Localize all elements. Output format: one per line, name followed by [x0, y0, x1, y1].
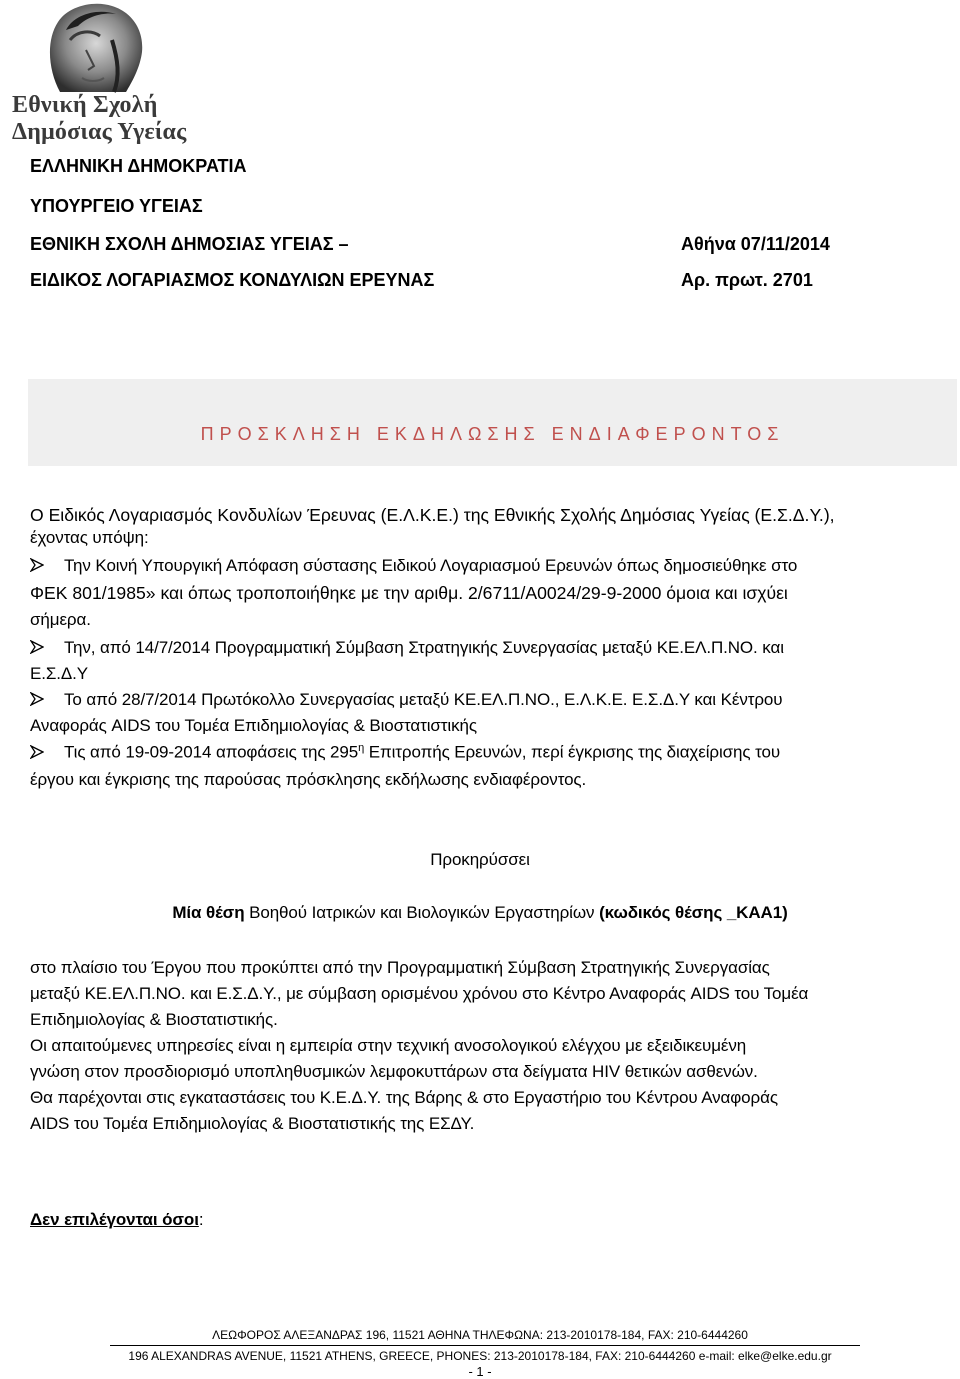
header-republic: ΕΛΛΗΝΙΚΗ ΔΗΜΟΚΡΑΤΙΑ: [30, 156, 247, 176]
detail-line: στο πλαίσιο του Έργου που προκύπτει από την Προγραμματική Σύμβαση Στρατηγικής Συνεργασίας: [30, 958, 770, 977]
bullet-item: [30, 556, 956, 576]
title-banner: [28, 379, 957, 466]
position-code: (κωδικός θέσης _ΚΑΑ1): [599, 903, 788, 922]
header-date: Αθήνα 07/11/2014: [681, 234, 830, 254]
bullet-text: Επιτροπής Ερευνών, περί έγκρισης της διαχείρισης του: [364, 742, 781, 762]
footer-address-greek: ΛΕΩΦΟΡΟΣ ΑΛΕΞΑΝΔΡΑΣ 196, 11521 ΑΘΗΝΑ ΤΗΛΕΦΩΝΑ: 213-2010178-184, FAX: 210-6444260: [212, 1328, 748, 1342]
header-ministry: ΥΠΟΥΡΓΕΙΟ ΥΓΕΙΑΣ: [30, 196, 203, 216]
position-count: Μία θέση: [172, 903, 245, 922]
bullet-text: έργου και έγκρισης της παρούσας πρόσκλησης εκδήλωσης ενδιαφέροντος.: [30, 770, 587, 789]
header-elke: ΕΙΔΙΚΟΣ ΛΟΓΑΡΙΑΣΜΟΣ ΚΟΝΔΥΛΙΩΝ ΕΡΕΥΝΑΣ: [30, 270, 435, 290]
exclusions-label: Δεν επιλέγονται όσοι: [30, 1210, 199, 1229]
bullet-text: Την Κοινή Υπουργική Απόφαση σύστασης Ειδικού Λογαριασμού Ερευνών όπως δημοσιεύθηκε στο: [64, 556, 798, 575]
detail-line: AIDS του Τομέα Επιδημιολογίας & Βιοστατιστικής της ΕΣΔΥ.: [30, 1114, 475, 1133]
exclusions-colon: :: [198, 1210, 204, 1229]
bullet-text: ΦΕΚ 801/1985» και όπως τροποποιήθηκε με την αριθμ. 2/6711/Α0024/29-9-2000 όμοια και ισχύει: [30, 583, 788, 603]
bullet-text: Αναφοράς AIDS του Τομέα Επιδημιολογίας & Βιοστατιστικής: [30, 716, 477, 735]
announce-heading: Προκηρύσσει: [430, 850, 530, 869]
statue-head-icon: [8, 0, 203, 95]
position-line: [0, 903, 960, 923]
arrow-bullet-icon: [30, 557, 44, 571]
arrow-bullet-icon: [30, 691, 44, 705]
detail-line: Θα παρέχονται στις εγκαταστάσεις του Κ.Ε.Δ.Υ. της Βάρης & στο Εργαστήριο του Κέντρου Αναφοράς: [30, 1088, 778, 1107]
bullet-text: Το από 28/7/2014 Πρωτόκολλο Συνεργασίας μεταξύ ΚΕ.ΕΛ.Π.ΝΟ., Ε.Λ.Κ.Ε. Ε.Σ.Δ.Υ και Κέντρου: [64, 690, 783, 709]
bullet-text: σήμερα.: [30, 610, 91, 629]
detail-line: Επιδημιολογίας & Βιοστατιστικής.: [30, 1010, 278, 1029]
header-school: ΕΘΝΙΚΗ ΣΧΟΛΗ ΔΗΜΟΣΙΑΣ ΥΓΕΙΑΣ –: [30, 234, 349, 254]
detail-line: γνώση στον προσδιορισμό υποπληθυσμικών λεμφοκυττάρων στα δείγματα HIV θετικών ασθενών.: [30, 1062, 758, 1081]
bullet-text: Τις από 19-09-2014 αποφάσεις της 295: [64, 742, 359, 762]
bullet-item: [30, 638, 956, 658]
page-number: - 1 -: [468, 1364, 492, 1379]
footer-address-english: 196 ALEXANDRAS AVENUE, 11521 ATHENS, GREECE, PHONES: 213-2010178-184, FAX: 210-6444260 e-mail: elke@elke.edu.gr: [128, 1349, 832, 1363]
position-title: Βοηθού Ιατρικών και Βιολογικών Εργαστηρίων: [244, 903, 600, 922]
detail-line: μεταξύ ΚΕ.ΕΛ.Π.ΝΟ. και Ε.Σ.Δ.Υ., με σύμβαση ορισμένου χρόνου στο Κέντρο Αναφοράς AIDS του Τομέα: [30, 984, 809, 1003]
header-protocol: Αρ. πρωτ. 2701: [681, 270, 813, 290]
intro-line2: έχοντας υπόψη:: [30, 528, 149, 547]
bullet-text: Ε.Σ.Δ.Υ: [30, 664, 89, 683]
footer-divider: [110, 1345, 860, 1346]
bullet-text: Την, από 14/7/2014 Προγραμματική Σύμβαση Στρατηγικής Συνεργασίας μεταξύ ΚΕ.ΕΛ.Π.ΝΟ. και: [64, 638, 784, 657]
arrow-bullet-icon: [30, 744, 44, 758]
document-title: ΠΡΟΣΚΛΗΣΗ ΕΚΔΗΛΩΣΗΣ ΕΝΔΙΑΦΕΡΟΝΤΟΣ: [200, 424, 785, 444]
detail-line: Οι απαιτούμενες υπηρεσίες είναι η εμπειρία στην τεχνική ανοσολογικού ελέγχου με εξειδικευμένη: [30, 1036, 747, 1055]
arrow-bullet-icon: [30, 639, 44, 653]
bullet-item: [30, 742, 956, 763]
exclusions-heading: [30, 1210, 203, 1230]
logo-text-line1: Εθνική Σχολή: [12, 92, 158, 118]
bullet-superscript: η: [358, 742, 365, 754]
bullet-item: [30, 690, 956, 710]
intro-line1: Ο Ειδικός Λογαριασμός Κονδυλίων Έρευνας (Ε.Λ.Κ.Ε.) της Εθνικής Σχολής Δημόσιας Υγείας (Ε.Σ.Δ.Υ.),: [30, 505, 835, 525]
logo-text-line2: Δημόσιας Υγείας: [12, 119, 187, 145]
